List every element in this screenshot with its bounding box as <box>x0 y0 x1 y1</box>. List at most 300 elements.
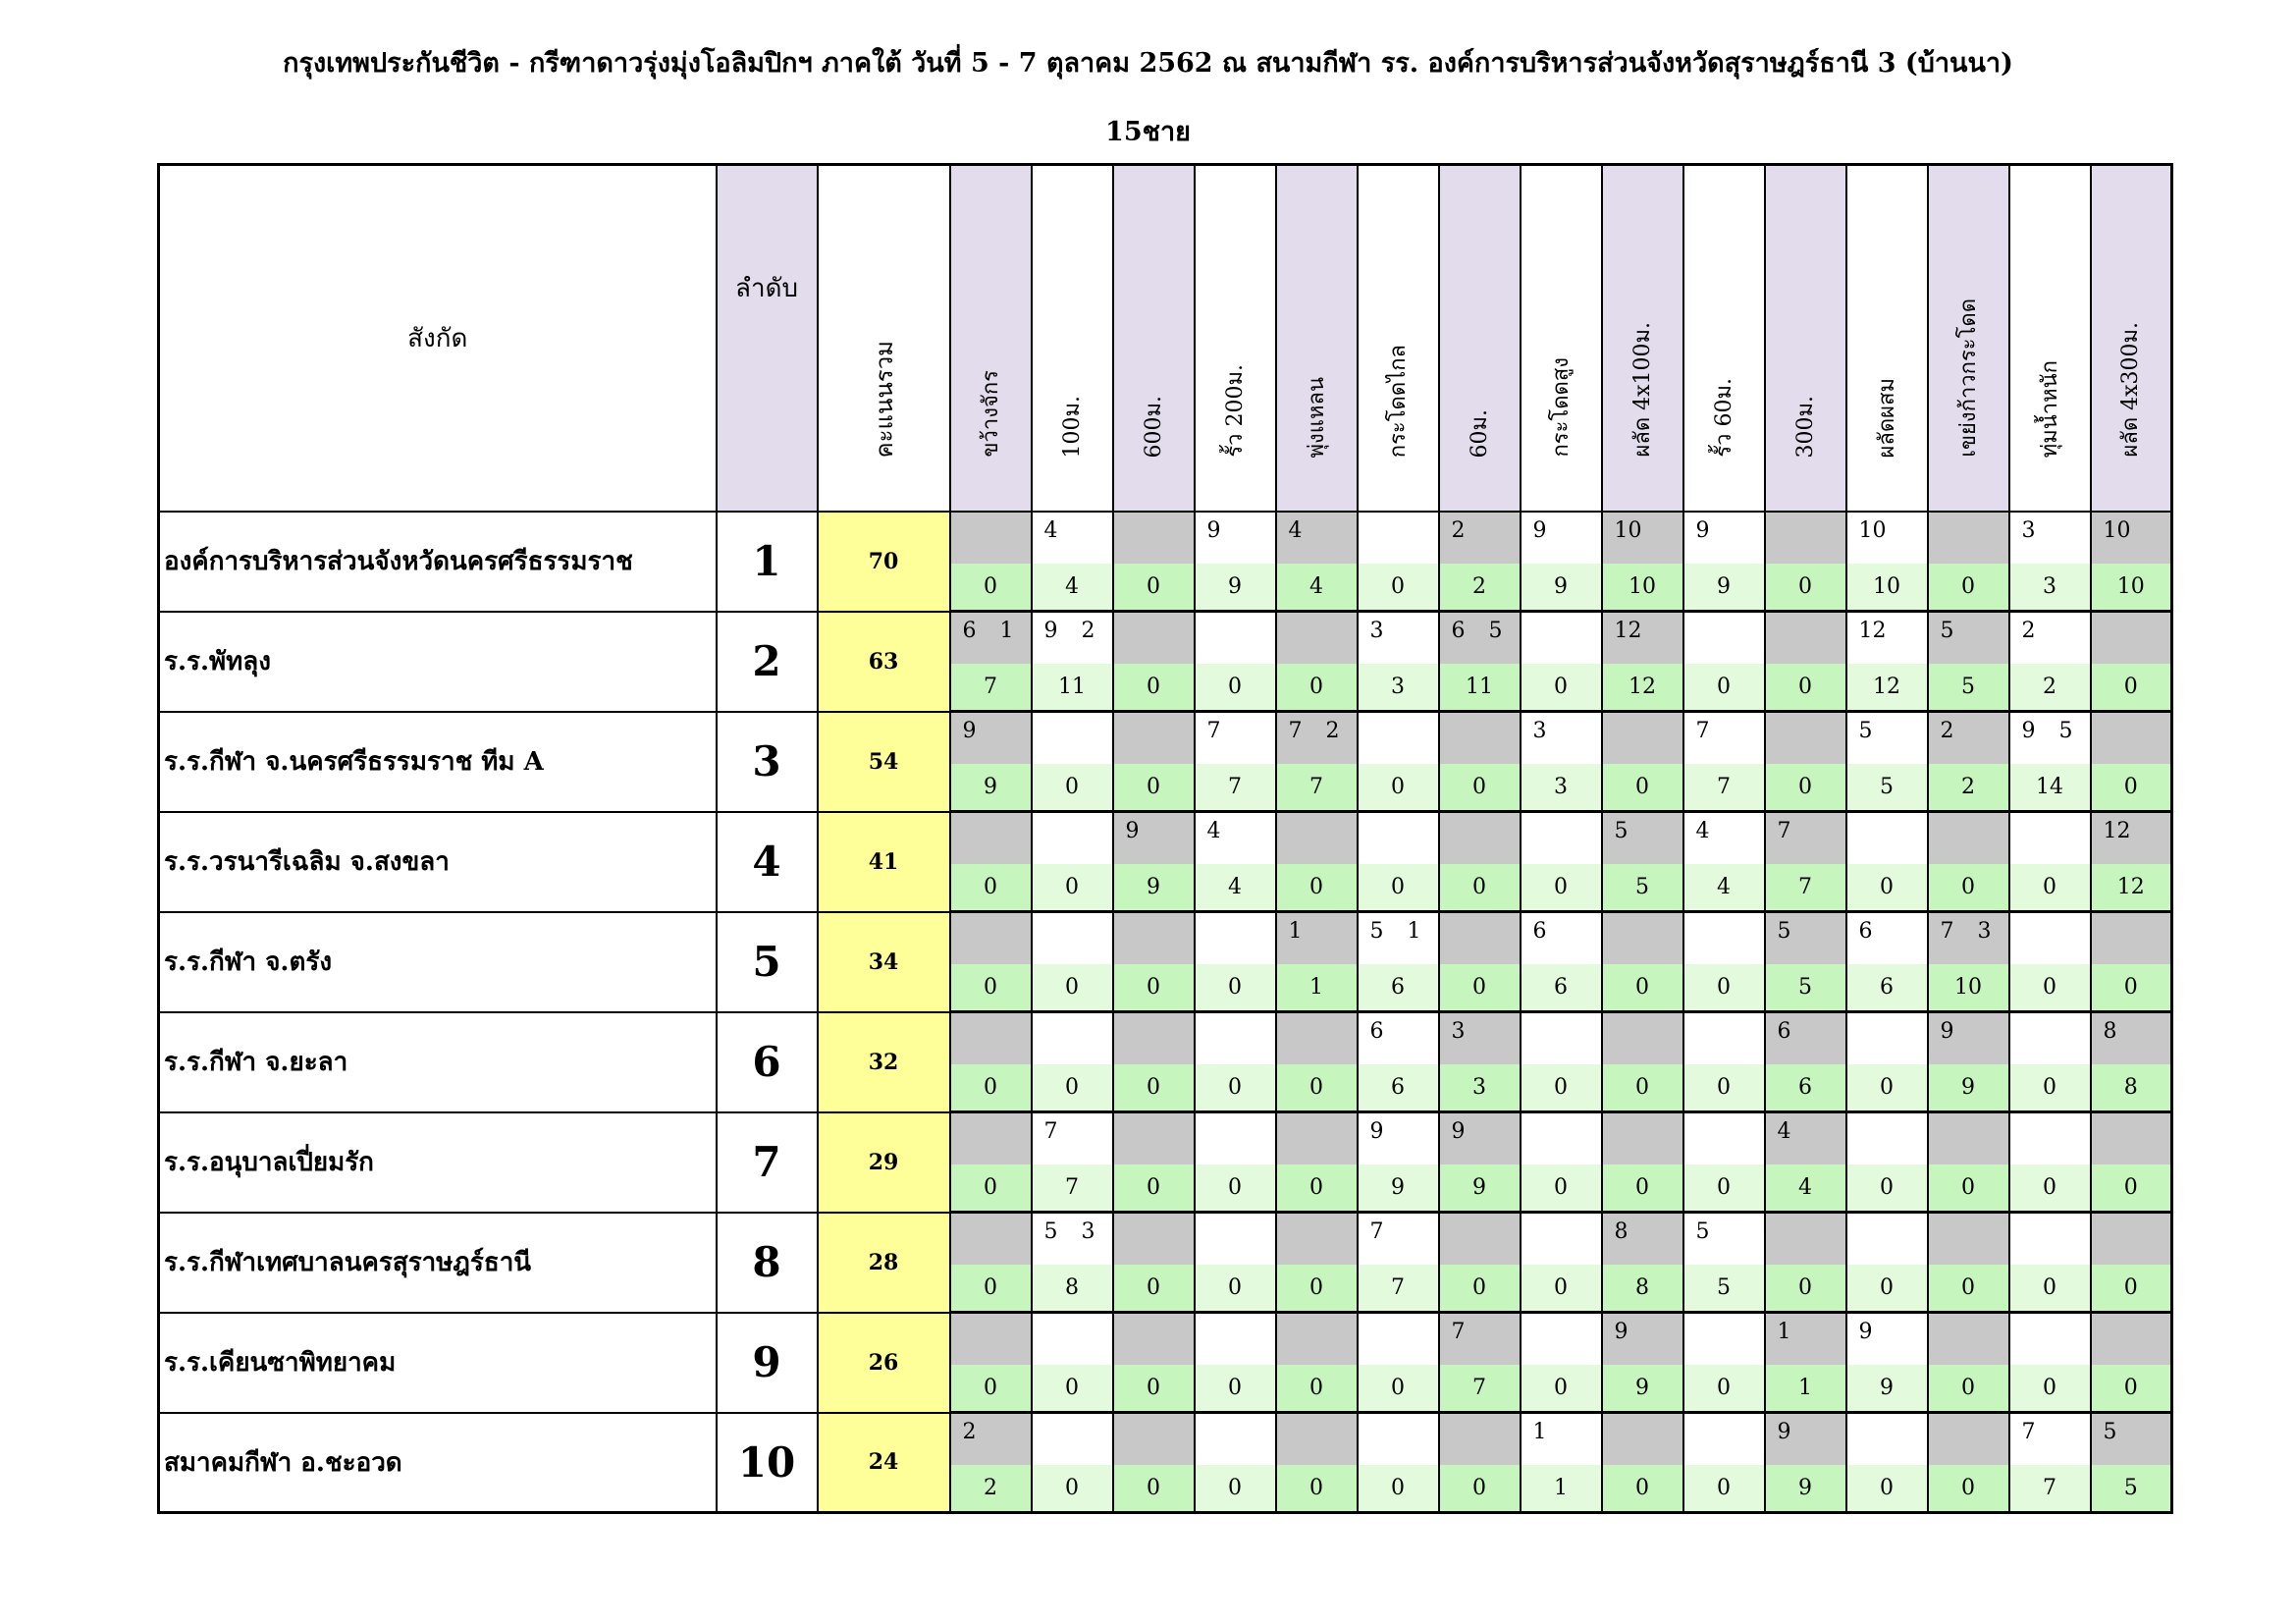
points-cell: 0 <box>2009 1365 2091 1413</box>
points-cell: 9 <box>1765 1465 1846 1513</box>
points-cell: 0 <box>1195 1365 1276 1413</box>
points-cell: 0 <box>1602 1465 1683 1513</box>
place-cell <box>2091 612 2172 665</box>
place-cell <box>1113 712 1195 765</box>
points-cell: 9 <box>1195 564 1276 612</box>
rank-cell: 8 <box>717 1213 818 1313</box>
header-event <box>950 165 1032 513</box>
place-value-second: 1 <box>999 619 1014 643</box>
place-cell <box>1032 712 1113 765</box>
points-cell: 11 <box>1439 664 1521 712</box>
header-event-label: 100ม. <box>1059 395 1085 458</box>
points-cell: 0 <box>1032 1465 1113 1513</box>
place-cell <box>1032 912 1113 965</box>
points-cell: 0 <box>1846 1164 1928 1213</box>
place-cell <box>2009 1313 2091 1366</box>
points-cell: 9 <box>1928 1064 2009 1112</box>
place-value-second: 1 <box>1407 919 1421 944</box>
points-cell: 0 <box>1602 1064 1683 1112</box>
place-value: 5 <box>1858 719 1873 743</box>
table-row <box>159 812 2172 865</box>
place-cell <box>2091 1413 2172 1466</box>
place-value: 5 <box>1940 619 1954 643</box>
place-value: 5 <box>1777 919 1791 944</box>
points-cell: 0 <box>1439 1465 1521 1513</box>
points-cell: 0 <box>1358 764 1439 812</box>
place-cell <box>1602 1012 1683 1065</box>
place-cell <box>2091 912 2172 965</box>
table-row <box>159 1213 2172 1266</box>
table-row <box>159 912 2172 965</box>
place-value: 10 <box>2103 518 2131 543</box>
points-cell: 0 <box>1113 1164 1195 1213</box>
place-value: 7 <box>1695 719 1710 743</box>
header-row <box>159 165 2172 513</box>
place-cell <box>1276 1213 1358 1266</box>
header-affiliation: สังกัด <box>159 165 717 513</box>
points-cell: 7 <box>1683 764 1765 812</box>
points-cell: 0 <box>1683 1064 1765 1112</box>
place-value: 6 <box>1858 919 1873 944</box>
place-cell <box>1195 712 1276 765</box>
points-cell: 0 <box>2009 1064 2091 1112</box>
place-value: 5 <box>1043 1219 1058 1244</box>
header-event-label: 300ม. <box>1792 395 1818 458</box>
points-cell: 0 <box>1032 1064 1113 1112</box>
place-cell <box>950 612 1032 665</box>
place-value: 6 <box>1369 1019 1384 1044</box>
place-value: 9 <box>1206 518 1221 543</box>
place-value: 4 <box>1206 819 1221 843</box>
points-cell: 3 <box>2009 564 2091 612</box>
points-cell: 0 <box>2091 764 2172 812</box>
total-score-cell: 29 <box>818 1112 950 1213</box>
place-value: 8 <box>2103 1019 2117 1044</box>
points-cell: 0 <box>1521 1164 1602 1213</box>
points-cell: 0 <box>1113 1365 1195 1413</box>
place-cell <box>1276 1413 1358 1466</box>
page-title: กรุงเทพประกันชีวิต - กรีฑาดาวรุ่งมุ่งโอลิมปิกฯ ภาคใต้ วันที่ 5 - 7 ตุลาคม 2562 ณ สนามกีฬา รร. องค์การบริหารส่วนจังหวัดสุราษฎร์ธานี 3 (บ้านนา) <box>283 48 2013 79</box>
place-cell <box>2009 1012 2091 1065</box>
points-cell: 4 <box>1195 864 1276 912</box>
place-value: 12 <box>1614 619 1642 643</box>
points-cell: 0 <box>1439 864 1521 912</box>
place-value: 5 <box>1695 1219 1710 1244</box>
header-event-label: กระโดดไกล <box>1385 344 1411 458</box>
place-cell <box>1276 1012 1358 1065</box>
points-cell: 14 <box>2009 764 2091 812</box>
header-event <box>1032 165 1113 513</box>
place-cell <box>1846 1012 1928 1065</box>
place-cell <box>1765 1012 1846 1065</box>
place-value-second: 5 <box>2058 719 2073 743</box>
points-cell: 0 <box>950 1365 1032 1413</box>
points-cell: 4 <box>1032 564 1113 612</box>
place-cell <box>1195 1112 1276 1165</box>
points-cell: 7 <box>2009 1465 2091 1513</box>
place-cell <box>1439 1313 1521 1366</box>
points-cell: 0 <box>2091 1164 2172 1213</box>
place-cell <box>1521 1313 1602 1366</box>
points-cell: 8 <box>1602 1265 1683 1313</box>
place-cell <box>950 1112 1032 1165</box>
place-cell <box>1032 1313 1113 1366</box>
place-cell <box>1358 1012 1439 1065</box>
place-cell <box>950 812 1032 865</box>
points-cell: 0 <box>1113 564 1195 612</box>
place-cell <box>2009 812 2091 865</box>
place-cell <box>1439 512 1521 564</box>
place-cell <box>1195 512 1276 564</box>
points-cell: 7 <box>950 664 1032 712</box>
place-value-second: 3 <box>1977 919 1992 944</box>
place-cell <box>1032 812 1113 865</box>
total-score-cell: 54 <box>818 712 950 812</box>
points-cell: 7 <box>1195 764 1276 812</box>
place-cell <box>2009 1213 2091 1266</box>
place-cell <box>1276 812 1358 865</box>
place-value: 9 <box>1043 619 1058 643</box>
place-cell <box>1358 1413 1439 1466</box>
place-cell <box>1765 1112 1846 1165</box>
place-cell <box>1846 1112 1928 1165</box>
points-cell: 10 <box>2091 564 2172 612</box>
table-row <box>159 1012 2172 1065</box>
total-score-cell: 34 <box>818 912 950 1012</box>
place-cell <box>1032 1112 1113 1165</box>
points-cell: 0 <box>1358 864 1439 912</box>
place-value: 9 <box>1451 1119 1466 1144</box>
points-cell: 3 <box>1521 764 1602 812</box>
place-cell <box>1928 1112 2009 1165</box>
points-cell: 0 <box>1195 964 1276 1012</box>
points-cell: 1 <box>1521 1465 1602 1513</box>
results-table <box>157 163 2173 1514</box>
points-cell: 0 <box>1928 1164 2009 1213</box>
points-cell: 0 <box>1928 564 2009 612</box>
place-cell <box>1113 1012 1195 1065</box>
points-cell: 0 <box>1928 1265 2009 1313</box>
points-cell: 0 <box>1032 864 1113 912</box>
place-cell <box>1032 1012 1113 1065</box>
points-cell: 0 <box>1032 1365 1113 1413</box>
points-cell: 0 <box>1113 764 1195 812</box>
place-value-second: 3 <box>1081 1219 1095 1244</box>
points-cell: 12 <box>2091 864 2172 912</box>
place-cell <box>1521 712 1602 765</box>
place-cell <box>1521 612 1602 665</box>
points-cell: 9 <box>1521 564 1602 612</box>
place-cell <box>1358 712 1439 765</box>
table-row <box>159 612 2172 665</box>
rank-cell: 2 <box>717 612 818 712</box>
header-event <box>1358 165 1439 513</box>
place-cell <box>1683 512 1765 564</box>
place-value: 1 <box>1777 1320 1791 1344</box>
points-cell: 1 <box>1765 1365 1846 1413</box>
place-value: 9 <box>1858 1320 1873 1344</box>
place-cell <box>1683 1413 1765 1466</box>
place-value-second: 2 <box>1081 619 1095 643</box>
place-cell <box>2091 1012 2172 1065</box>
place-value: 9 <box>1369 1119 1384 1144</box>
place-value: 5 <box>2103 1420 2117 1444</box>
place-value: 12 <box>1858 619 1887 643</box>
points-cell: 6 <box>1765 1064 1846 1112</box>
points-cell: 10 <box>1846 564 1928 612</box>
header-event <box>1846 165 1928 513</box>
place-cell <box>1846 612 1928 665</box>
place-value: 9 <box>1777 1420 1791 1444</box>
rank-cell: 4 <box>717 812 818 912</box>
table-row <box>159 1313 2172 1366</box>
place-cell <box>1113 812 1195 865</box>
total-score-cell: 41 <box>818 812 950 912</box>
place-value: 5 <box>1614 819 1629 843</box>
points-cell: 2 <box>950 1465 1032 1513</box>
table-row <box>159 712 2172 765</box>
place-cell <box>1765 612 1846 665</box>
place-cell <box>1928 1313 2009 1366</box>
place-cell <box>1276 1313 1358 1366</box>
points-cell: 0 <box>950 1064 1032 1112</box>
place-cell <box>1765 812 1846 865</box>
points-cell: 0 <box>1032 764 1113 812</box>
affiliation-cell: ร.ร.กีฬา จ.ตรัง <box>159 912 717 1012</box>
place-cell <box>1765 712 1846 765</box>
place-value: 4 <box>1288 518 1303 543</box>
rank-cell: 7 <box>717 1112 818 1213</box>
total-score-cell: 28 <box>818 1213 950 1313</box>
place-cell <box>1683 1213 1765 1266</box>
place-value: 10 <box>1858 518 1887 543</box>
place-cell <box>950 1413 1032 1466</box>
place-value: 6 <box>1451 619 1466 643</box>
points-cell: 0 <box>950 1265 1032 1313</box>
header-event <box>1113 165 1195 513</box>
points-cell: 0 <box>1521 1064 1602 1112</box>
place-cell <box>2009 912 2091 965</box>
place-value: 7 <box>1777 819 1791 843</box>
points-cell: 0 <box>2091 1365 2172 1413</box>
place-cell <box>1521 1213 1602 1266</box>
affiliation-cell: ร.ร.เคียนซาพิทยาคม <box>159 1313 717 1413</box>
place-cell <box>2009 612 2091 665</box>
total-score-cell: 63 <box>818 612 950 712</box>
rank-cell: 10 <box>717 1413 818 1513</box>
points-cell: 0 <box>1765 1265 1846 1313</box>
points-cell: 0 <box>1928 1465 2009 1513</box>
table-row <box>159 1413 2172 1466</box>
header-event-label: เขย่งก้าวกระโดด <box>1955 298 1981 458</box>
place-cell <box>1358 912 1439 965</box>
points-cell: 0 <box>1195 664 1276 712</box>
place-value: 3 <box>1532 719 1547 743</box>
place-cell <box>2091 812 2172 865</box>
place-value: 7 <box>1369 1219 1384 1244</box>
place-cell <box>1602 912 1683 965</box>
place-cell <box>1928 1012 2009 1065</box>
place-cell <box>2091 712 2172 765</box>
points-cell: 0 <box>1358 1365 1439 1413</box>
points-cell: 0 <box>2091 664 2172 712</box>
place-cell <box>2009 512 2091 564</box>
place-cell <box>2009 1112 2091 1165</box>
header-event <box>1765 165 1846 513</box>
points-cell: 2 <box>2009 664 2091 712</box>
points-cell: 0 <box>950 964 1032 1012</box>
points-cell: 0 <box>1276 1365 1358 1413</box>
place-value: 2 <box>962 1420 977 1444</box>
affiliation-cell: ร.ร.กีฬา จ.นครศรีธรรมราช ทีม A <box>159 712 717 812</box>
place-value: 6 <box>962 619 977 643</box>
place-cell <box>1846 512 1928 564</box>
points-cell: 5 <box>1765 964 1846 1012</box>
points-cell: 0 <box>1846 864 1928 912</box>
place-cell <box>2091 1313 2172 1366</box>
place-value: 9 <box>1695 518 1710 543</box>
place-cell <box>2009 1413 2091 1466</box>
place-value: 3 <box>1369 619 1384 643</box>
place-cell <box>1928 1213 2009 1266</box>
points-cell: 10 <box>1602 564 1683 612</box>
place-cell <box>1113 612 1195 665</box>
points-cell: 0 <box>1439 764 1521 812</box>
place-cell <box>1358 812 1439 865</box>
points-cell: 7 <box>1439 1365 1521 1413</box>
affiliation-cell: ร.ร.พัทลุง <box>159 612 717 712</box>
place-cell <box>1683 612 1765 665</box>
points-cell: 0 <box>1439 1265 1521 1313</box>
points-cell: 0 <box>1846 1064 1928 1112</box>
header-event-label: ผลัด 4x100ม. <box>1629 322 1655 458</box>
place-cell <box>1602 812 1683 865</box>
place-cell <box>1276 612 1358 665</box>
place-cell <box>1846 1213 1928 1266</box>
place-cell <box>950 512 1032 564</box>
place-cell <box>1113 912 1195 965</box>
rank-cell: 9 <box>717 1313 818 1413</box>
points-cell: 7 <box>1765 864 1846 912</box>
place-cell <box>1928 712 2009 765</box>
place-cell <box>1683 712 1765 765</box>
rank-cell: 6 <box>717 1012 818 1112</box>
points-cell: 2 <box>1928 764 2009 812</box>
place-cell <box>1439 912 1521 965</box>
place-cell <box>1683 1012 1765 1065</box>
points-cell: 9 <box>1602 1365 1683 1413</box>
place-cell <box>1846 912 1928 965</box>
points-cell: 9 <box>950 764 1032 812</box>
place-cell <box>950 1012 1032 1065</box>
place-cell <box>2009 712 2091 765</box>
place-cell <box>1195 1413 1276 1466</box>
points-cell: 0 <box>1113 964 1195 1012</box>
points-cell: 0 <box>1521 664 1602 712</box>
header-event-label: รั้ว 60ม. <box>1711 378 1736 458</box>
header-event-label: ทุ่มน้ำหนัก <box>2037 359 2062 458</box>
table-row <box>159 1112 2172 1165</box>
points-cell: 0 <box>1846 1465 1928 1513</box>
header-event-label: กระโดดสูง <box>1548 357 1574 458</box>
place-cell <box>1439 1012 1521 1065</box>
points-cell: 12 <box>1602 664 1683 712</box>
place-value: 6 <box>1777 1019 1791 1044</box>
place-cell <box>1439 712 1521 765</box>
place-cell <box>1521 512 1602 564</box>
place-cell <box>1358 512 1439 564</box>
place-cell <box>1358 612 1439 665</box>
place-cell <box>1928 812 2009 865</box>
points-cell: 0 <box>1276 1465 1358 1513</box>
affiliation-cell: ร.ร.กีฬา จ.ยะลา <box>159 1012 717 1112</box>
total-score-cell: 26 <box>818 1313 950 1413</box>
points-cell: 0 <box>1765 564 1846 612</box>
points-cell: 0 <box>1032 964 1113 1012</box>
points-cell: 9 <box>1113 864 1195 912</box>
header-event <box>1521 165 1602 513</box>
place-cell <box>1521 1413 1602 1466</box>
points-cell: 7 <box>1358 1265 1439 1313</box>
points-cell: 0 <box>1683 664 1765 712</box>
place-value: 2 <box>1940 719 1954 743</box>
points-cell: 4 <box>1765 1164 1846 1213</box>
place-cell <box>1032 512 1113 564</box>
place-cell <box>1195 912 1276 965</box>
affiliation-cell: ร.ร.วรนารีเฉลิม จ.สงขลา <box>159 812 717 912</box>
points-cell: 0 <box>2009 864 2091 912</box>
points-cell: 0 <box>950 864 1032 912</box>
place-cell <box>1683 912 1765 965</box>
points-cell: 0 <box>2091 1265 2172 1313</box>
points-cell: 0 <box>1195 1064 1276 1112</box>
place-cell <box>950 912 1032 965</box>
points-cell: 0 <box>1358 564 1439 612</box>
header-rank: ลำดับ <box>717 165 818 513</box>
place-cell <box>1195 812 1276 865</box>
place-cell <box>1195 1012 1276 1065</box>
points-cell: 0 <box>2009 1265 2091 1313</box>
place-cell <box>1928 612 2009 665</box>
place-cell <box>1358 1213 1439 1266</box>
points-cell: 0 <box>1602 964 1683 1012</box>
place-cell <box>1521 1012 1602 1065</box>
points-cell: 0 <box>1683 1465 1765 1513</box>
place-cell <box>2091 512 2172 564</box>
place-cell <box>1358 1112 1439 1165</box>
place-cell <box>1765 1313 1846 1366</box>
header-event-label: ผลัด 4x300ม. <box>2118 322 2144 458</box>
points-cell: 0 <box>1765 764 1846 812</box>
place-value: 9 <box>962 719 977 743</box>
place-value: 7 <box>1288 719 1303 743</box>
place-cell <box>950 1313 1032 1366</box>
affiliation-cell: ร.ร.อนุบาลเปี่ยมรัก <box>159 1112 717 1213</box>
points-cell: 5 <box>1846 764 1928 812</box>
points-cell: 0 <box>950 564 1032 612</box>
affiliation-cell: องค์การบริหารส่วนจังหวัดนครศรีธรรมราช <box>159 512 717 612</box>
points-cell: 1 <box>1276 964 1358 1012</box>
points-cell: 0 <box>1928 1365 2009 1413</box>
place-value: 9 <box>1940 1019 1954 1044</box>
category-subtitle: 15ชาย <box>1105 117 1191 147</box>
place-cell <box>1928 912 2009 965</box>
place-value-second: 2 <box>1325 719 1340 743</box>
points-cell: 12 <box>1846 664 1928 712</box>
place-cell <box>1032 1413 1113 1466</box>
total-score-cell: 32 <box>818 1012 950 1112</box>
points-cell: 6 <box>1846 964 1928 1012</box>
